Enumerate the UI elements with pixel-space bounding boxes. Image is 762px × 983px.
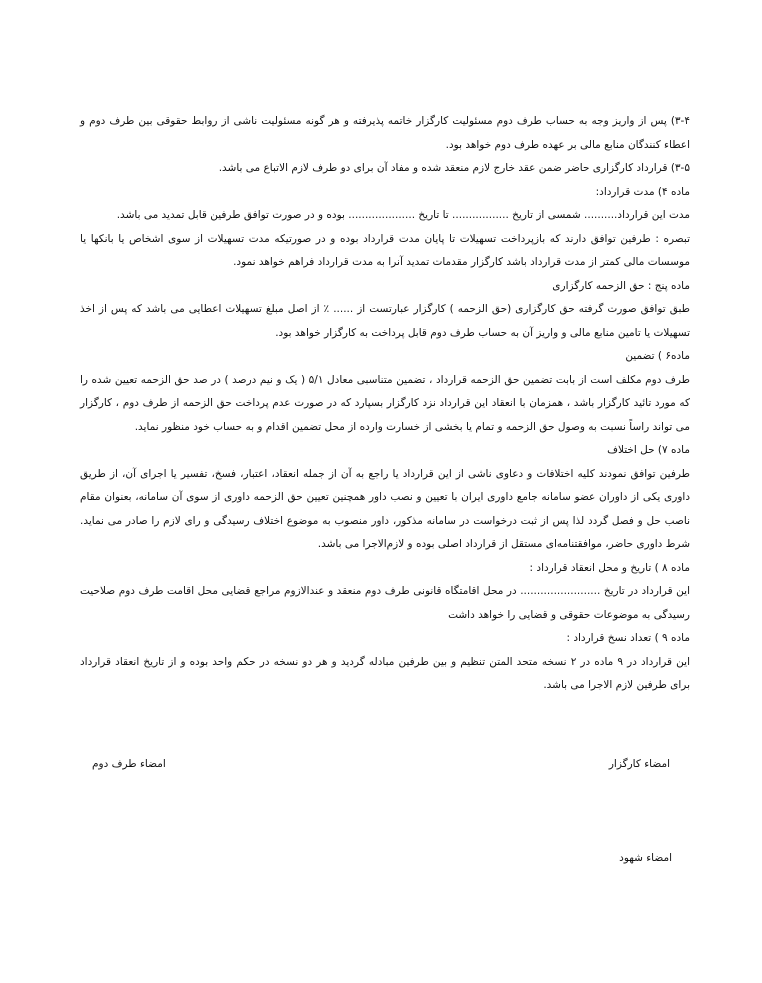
article-8-text: این قرارداد در تاریخ ........................ در محل اقامتگاه قانونی طرف دوم منعقد و عندالازوم مراجع قضایی محل اقامت طرف دوم صلاحیت رسیدگی به موضوعات حقوقی و قضایی را خواهد داشت — [80, 585, 690, 621]
article-8-heading: ماده ۸ ) تاریخ و محل انعقاد قرارداد : — [529, 561, 690, 574]
signature-row — [80, 758, 670, 782]
broker-signature-label: امضاء کارگزار — [608, 758, 670, 770]
article-7-text: طرفین توافق نمودند کلیه اختلافات و دعاوی ناشی از این قرارداد یا راجع به آن از جمله انعقاد، اعتبار، فسخ، تفسیر یا اجرای آن، از طریق داوری یکی از داوران عضو سامانه جامع داوری ایران با تعیین و نصب داور همچنین تعیین حق الزحمه داوری از سوی آن سامانه، بعنوان مقام ناصب حل و فصل گردد لذا پس از ثبت درخواست در سامانه مذکور، داور منصوب به موضوع اختلاف رسیدگی و رای لازم را صادر می نماید. شرط داوری حاضر، موافقتنامه‌ای مستقل از قرارداد اصلی بوده و لازم‌الاجرا می باشد. — [80, 467, 690, 550]
article-5-heading: ماده پنج : حق الزحمه کارگزاری — [552, 279, 690, 292]
article-4-duration: مدت این قرارداد.......... شمسی از تاریخ ................. تا تاریخ .................... بوده و در صورت توافق طرفین قابل تمدید می باشد. — [116, 209, 690, 221]
article-9-heading: ماده ۹ ) تعداد نسخ قرارداد : — [566, 632, 690, 644]
article-6-text: طرف دوم مکلف است از بابت تضمین حق الزحمه قرارداد ، تضمین متناسبی معادل ۵/۱ ( یک و نیم درصد ) در صد حق الزحمه تعیین شده را که مورد تائید کارگزار باشد ، همزمان با انعقاد این قرارداد نزد کارگزار بسپارد که در صورت عدم پرداخت حق الزحمه از طرف دوم ، کارگزار می تواند راساً نسبت به وصول حق الزحمه و تمام یا بخشی از خسارت وارده از محل تضمین اقدام و به حساب خود منظور نماید. — [80, 373, 690, 433]
clause-3-4: ۳-۴) پس از واریز وجه به حساب طرف دوم مسئولیت کارگزار خاتمه پذیرفته و هر گونه مسئولیت ناشی از روابط حقوقی بین طرف دوم و اعطاء کنندگان منابع مالی بر عهده طرف دوم خواهد بود. — [80, 115, 690, 151]
clause-3-5: ۳-۵) قرارداد کارگزاری حاضر ضمن عقد خارج لازم منعقد شده و مفاد آن برای دو طرف لازم الاتباع می باشد. — [218, 162, 690, 174]
article-7-heading: ماده ۷) حل اختلاف — [607, 444, 690, 456]
article-4-heading: ماده ۴) مدت قرارداد: — [595, 185, 690, 198]
article-6-heading: ماده۶ ) تضمین — [625, 350, 690, 362]
second-party-signature-label: امضاء طرف دوم — [92, 758, 166, 770]
witness-signature-label: امضاء شهود — [619, 852, 672, 864]
article-5-text: طبق توافق صورت گرفته حق کارگزاری (حق الزحمه ) کارگزار عبارتست از ...... ٪ از اصل مبلغ تسهیلات اعطایی می باشد که پس از اخذ تسهیلات یا تامین منابع مالی و واریز آن به حساب طرف دوم قابل پرداخت به کارگزار خواهد بود. — [80, 303, 690, 339]
article-4-note: تبصره : طرفین توافق دارند که بازپرداخت تسهیلات تا پایان مدت قرارداد بوده و در صورتیکه مدت تسهیلات از سوی اشخاص یا بانکها یا موسسات مالی کمتر از مدت قرارداد باشد کارگزار مقدمات تمدید آنرا به مدت قرارداد فراهم خواهد نمود. — [80, 232, 690, 268]
article-9-text: این قرارداد در ۹ ماده در ۲ نسخه متحد المتن تنظیم و بین طرفین مبادله گردید و هر دو نسخه در حکم واحد بوده و از تاریخ انعقاد قرارداد برای طرفین لازم الاجرا می باشد. — [80, 655, 690, 691]
contract-body — [80, 110, 690, 698]
